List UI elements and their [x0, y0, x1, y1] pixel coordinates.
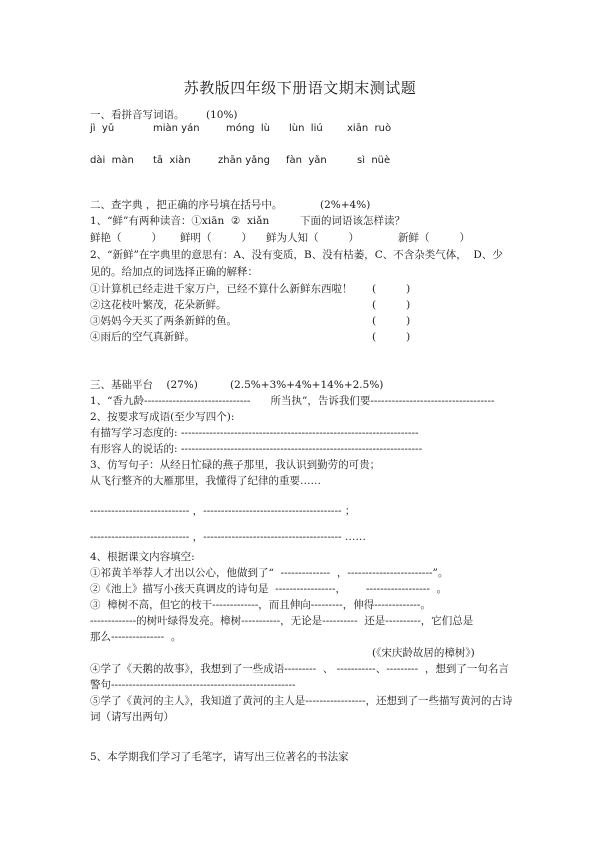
fill-line: ③ 樟树不高，但它的枝干-------------，而且伸向---------，伸得-------------。	[90, 599, 431, 611]
fill-line: 词（请写出两句）	[90, 711, 174, 723]
fill-line: ②《池上》描写小孩天真调皮的诗句是 -----------------， ------------------ 。	[90, 583, 448, 595]
fill-line: 从飞行整齐的大雁那里，我懂得了纪律的重要……	[90, 475, 321, 487]
pinyin-word: fàn yǎn	[286, 155, 327, 166]
pinyin-word: dài màn	[90, 155, 134, 166]
pinyin-word: sì nüè	[357, 155, 391, 166]
pinyin-row-1	[0, 123, 600, 137]
question-2-line-2: 见的。给加点的词选择正确的解释：	[90, 266, 258, 278]
section-3-score: (2.5%+3%+4%+14%+2.5%)	[230, 379, 384, 391]
source-note: (《宋庆龄故居的樟树》)	[372, 647, 475, 659]
fill-line: ⑤学了《黄河的主人》，我知道了黄河的主人是-----------------，还想到了一些描写黄河的古诗	[90, 695, 513, 707]
question-1-prompt: 下面的词语该怎样读？	[300, 215, 405, 227]
item-sentence: ③妈妈今天买了两条新鲜的鱼。	[90, 315, 237, 327]
item-sentence: ①计算机已经走进千家万户，已经不算什么新鲜东西啦！	[90, 283, 353, 295]
section-3-heading: 三、基础平台 (27%)	[90, 379, 198, 391]
answer-paren: ( )	[372, 315, 411, 327]
fill-line: 有描写学习态度的: -------------------------------------------------------------------	[90, 427, 419, 439]
item-sentence: ④雨后的空气真新鲜。	[90, 331, 195, 343]
exam-title: 苏教版四年级下册语文期末测试题	[183, 79, 417, 97]
pinyin-word: miàn yán	[153, 123, 200, 134]
pinyin-word: tā xiàn	[153, 155, 191, 166]
word-paren: 新鲜（ ）	[398, 232, 471, 244]
section-1-score: (10%)	[206, 109, 238, 121]
fill-line: 2、按要求写成语(至少写四个):	[90, 411, 235, 423]
item-sentence: ②这花枝叶繁茂，花朵新鲜。	[90, 299, 227, 311]
question-2-line-1: 2、“新鲜”在字典里的意思有：A、没有变质，B、没有枯萎，C、不含杂类气体， D、少	[90, 249, 503, 261]
answer-paren: ( )	[372, 283, 411, 295]
fill-line: -------------的树叶绿得发亮。樟树-----------，无论是---------- 还是----------，它们总是	[90, 615, 474, 627]
fill-line: 那么--------------- 。	[90, 631, 182, 643]
fill-line: ---------------------------- ，--------------------------------------- ……	[90, 531, 366, 543]
fill-line: ④学了《天鹅的故事》，我想到了一些成语--------- 、 -----------、--------- ，想到了一句名言	[90, 663, 509, 675]
section-1-heading: 一、看拼音写词语。	[90, 109, 185, 121]
fill-line: 5、本学期我们学习了毛笔字，请写出三位著名的书法家	[90, 751, 349, 763]
pinyin-word: zhān yǎng	[218, 155, 270, 166]
section-2-score: (2%+4%)	[320, 199, 371, 211]
fill-line: 警句----------------------------------------------------	[90, 679, 296, 691]
pinyin-word: xiān ruò	[347, 123, 392, 134]
pinyin-word: lùn liú	[289, 123, 323, 134]
section-2-heading: 二、查字典 ，把正确的序号填在括号中。	[90, 199, 283, 211]
question-1: 1、“鲜”有两种读音：①xiān ② xiǎn	[90, 215, 270, 227]
fill-line: 有形容人的说话的: --------------------------------------------------------------------	[90, 443, 423, 455]
pinyin-word: móng lù	[226, 123, 271, 134]
fill-line: ---------------------------- ，--------------------------------------- ；	[90, 505, 356, 517]
pinyin-row-2	[0, 155, 600, 169]
word-paren: 鲜明（ ）	[180, 232, 253, 244]
pinyin-word: jì yǔ	[90, 123, 115, 134]
fill-line: ①祁黄羊举荐人才出以公心，他做到了“ -------------- ，------------------------”。	[90, 567, 449, 579]
answer-paren: ( )	[372, 331, 411, 343]
answer-paren: ( )	[372, 299, 411, 311]
fill-line: 1、“香九龄------------------------------ 所当执”，告诉我们要-----------------------------------	[90, 395, 495, 407]
word-paren: 鲜艳（ ）	[90, 232, 163, 244]
word-paren: 鲜为人知（ ）	[266, 232, 360, 244]
fill-line: 4、根据课文内容填空:	[90, 551, 195, 563]
fill-line: 3、仿写句子：从经日忙碌的燕子那里，我认识到勤劳的可贵；	[90, 459, 381, 471]
